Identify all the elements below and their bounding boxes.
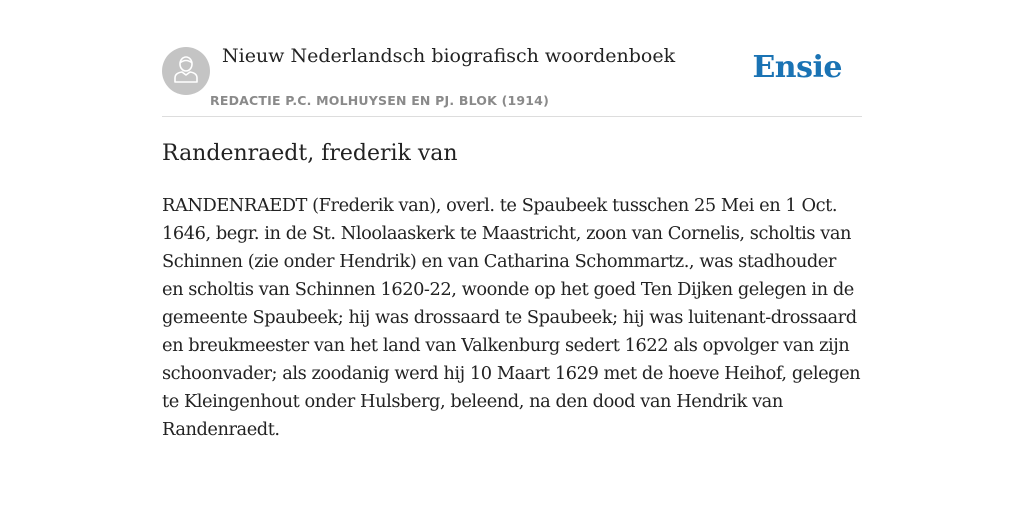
header <box>162 0 862 117</box>
page <box>162 0 862 440</box>
entry-body: RANDENRAEDT (Frederik van), overl. te Spaubeek tusschen 25 Mei en 1 Oct. 1646, begr. in de St. Nloolaaskerk te Maastricht, zoon van Cornelis, scholtis van Schinnen (zie onder Hendrik) en van Catharina Schommartz., was stadhouder en scholtis van Schinnen 1620-22, woonde op het goed Ten Dijken gelegen in de gemeente Spaubeek; hij was drossaard te Spaubeek; hij was luitenant-drossaard en breukmeester van het land van Valkenburg sedert 1622 als opvolger van zijn schoonvader; als zoodanig werd hij 10 Maart 1629 met de hoeve Heihof, gelegen te Kleingenhout onder Hulsberg, beleend, na den dood van Hendrik van Randenraedt. <box>162 195 861 440</box>
ensie-logo[interactable]: Ensie <box>752 50 842 85</box>
entry-title: Randenraedt, frederik van <box>162 141 458 166</box>
book-title[interactable]: Nieuw Nederlandsch biografisch woordenboek <box>222 45 676 67</box>
book-editors: REDACTIE P.C. MOLHUYSEN EN PJ. BLOK (1914) <box>210 93 549 108</box>
avatar[interactable] <box>162 47 210 95</box>
user-icon <box>173 55 199 88</box>
